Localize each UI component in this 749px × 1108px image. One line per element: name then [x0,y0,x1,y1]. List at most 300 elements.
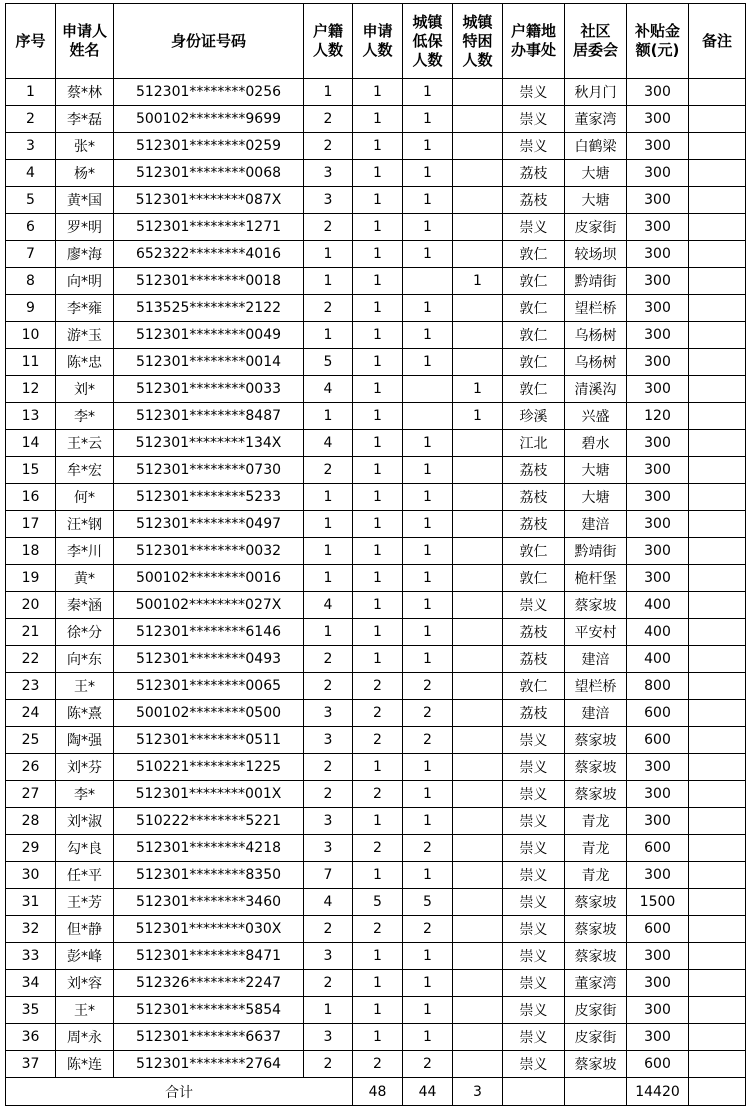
cell-office: 荔枝 [503,619,565,646]
header-household [304,4,353,79]
table-row [6,592,746,619]
cell-remark [689,889,746,916]
cell-community: 蔡家坡 [565,781,627,808]
cell-id-number: 512301********001X [114,781,304,808]
header-household-line: 人数 [312,41,343,59]
cell-community: 皮家街 [565,997,627,1024]
cell-community: 蔡家坡 [565,916,627,943]
cell-dibao-count: 1 [403,79,453,106]
table-row [6,511,746,538]
cell-household-count: 2 [304,646,353,673]
cell-amount: 300 [627,943,689,970]
cell-dibao-count: 1 [403,511,453,538]
cell-office: 崇义 [503,808,565,835]
cell-seq: 20 [6,592,56,619]
cell-amount: 300 [627,241,689,268]
cell-remark [689,565,746,592]
cell-dibao-count: 1 [403,349,453,376]
cell-office: 敦仁 [503,295,565,322]
cell-remark [689,268,746,295]
cell-amount: 300 [627,754,689,781]
cell-community: 蔡家坡 [565,727,627,754]
cell-office: 荔枝 [503,700,565,727]
cell-office: 崇义 [503,79,565,106]
cell-applicant-count: 1 [353,646,403,673]
header-name-line: 申请人 [61,22,107,40]
cell-tekun-count [453,916,503,943]
cell-office: 荔枝 [503,457,565,484]
cell-id-number: 500102********027X [114,592,304,619]
cell-name: 蔡*林 [56,79,114,106]
cell-community: 较场坝 [565,241,627,268]
cell-remark [689,781,746,808]
header-dibao-line: 城镇 [412,12,443,31]
cell-id-number: 500102********0500 [114,700,304,727]
cell-tekun-count [453,592,503,619]
header-name [56,4,114,79]
cell-dibao-count: 1 [403,592,453,619]
cell-community: 蔡家坡 [565,1051,627,1078]
cell-name: 但*静 [56,916,114,943]
cell-amount: 300 [627,538,689,565]
cell-office: 荔枝 [503,484,565,511]
cell-name: 李* [56,781,114,808]
cell-household-count: 3 [304,943,353,970]
cell-seq: 37 [6,1051,56,1078]
header-amount-line: 额(元) [635,41,680,59]
cell-community: 建涪 [565,700,627,727]
cell-office: 崇义 [503,997,565,1024]
cell-name: 周*永 [56,1024,114,1051]
cell-id-number: 512301********0065 [114,673,304,700]
cell-name: 王* [56,997,114,1024]
cell-seq: 19 [6,565,56,592]
cell-applicant-count: 1 [353,484,403,511]
cell-dibao-count: 1 [403,943,453,970]
cell-amount: 300 [627,997,689,1024]
cell-applicant-count: 1 [353,295,403,322]
cell-id-number: 512301********8350 [114,862,304,889]
cell-household-count: 5 [304,349,353,376]
cell-dibao-count: 1 [403,619,453,646]
cell-tekun-count [453,484,503,511]
cell-office: 崇义 [503,889,565,916]
cell-name: 罗*明 [56,214,114,241]
header-row [6,4,746,79]
cell-dibao-count: 1 [403,322,453,349]
cell-household-count: 3 [304,187,353,214]
table-row [6,295,746,322]
table-row [6,106,746,133]
cell-id-number: 512301********0049 [114,322,304,349]
cell-office: 敦仁 [503,673,565,700]
table-row [6,187,746,214]
cell-amount: 300 [627,1024,689,1051]
cell-seq: 21 [6,619,56,646]
table-header [6,4,746,79]
cell-seq: 28 [6,808,56,835]
cell-household-count: 1 [304,268,353,295]
cell-id-number: 512301********6637 [114,1024,304,1051]
table-row [6,403,746,430]
cell-remark [689,862,746,889]
total-community-empty [565,1078,627,1106]
cell-office: 崇义 [503,727,565,754]
cell-office: 崇义 [503,106,565,133]
cell-remark [689,970,746,997]
cell-community: 蔡家坡 [565,592,627,619]
cell-id-number: 512301********0493 [114,646,304,673]
cell-name: 刘* [56,376,114,403]
cell-seq: 13 [6,403,56,430]
header-name-line: 姓名 [69,41,100,59]
cell-applicant-count: 1 [353,511,403,538]
cell-tekun-count [453,133,503,160]
cell-office: 荔枝 [503,187,565,214]
cell-tekun-count [453,565,503,592]
cell-community: 建涪 [565,511,627,538]
cell-office: 荔枝 [503,160,565,187]
header-amount [627,4,689,79]
cell-remark [689,457,746,484]
cell-applicant-count: 1 [353,106,403,133]
cell-name: 徐*分 [56,619,114,646]
header-office [503,4,565,79]
cell-id-number: 512301********0018 [114,268,304,295]
cell-household-count: 1 [304,997,353,1024]
cell-household-count: 1 [304,403,353,430]
cell-amount: 300 [627,862,689,889]
cell-household-count: 1 [304,322,353,349]
cell-dibao-count: 5 [403,889,453,916]
cell-remark [689,916,746,943]
header-tekun-line: 人数 [462,50,493,69]
cell-id-number: 512326********2247 [114,970,304,997]
cell-community: 蔡家坡 [565,943,627,970]
cell-name: 黄*国 [56,187,114,214]
table-row [6,808,746,835]
cell-id-number: 512301********6146 [114,619,304,646]
cell-dibao-count: 1 [403,997,453,1024]
cell-amount: 300 [627,457,689,484]
cell-dibao-count: 2 [403,700,453,727]
table-row [6,835,746,862]
cell-remark [689,295,746,322]
cell-tekun-count [453,457,503,484]
cell-office: 敦仁 [503,322,565,349]
cell-community: 大塘 [565,187,627,214]
cell-applicant-count: 1 [353,565,403,592]
cell-applicant-count: 1 [353,79,403,106]
cell-household-count: 2 [304,295,353,322]
cell-applicant-count: 1 [353,1024,403,1051]
cell-seq: 24 [6,700,56,727]
cell-name: 杨* [56,160,114,187]
cell-dibao-count: 2 [403,673,453,700]
cell-applicant-count: 1 [353,214,403,241]
cell-office: 崇义 [503,916,565,943]
cell-seq: 6 [6,214,56,241]
cell-office: 荔枝 [503,511,565,538]
cell-tekun-count [453,754,503,781]
cell-community: 望栏桥 [565,295,627,322]
cell-community: 乌杨树 [565,322,627,349]
cell-dibao-count: 1 [403,241,453,268]
table-row [6,916,746,943]
cell-applicant-count: 1 [353,322,403,349]
cell-dibao-count: 2 [403,835,453,862]
table-row [6,268,746,295]
cell-seq: 2 [6,106,56,133]
cell-remark [689,646,746,673]
cell-household-count: 4 [304,376,353,403]
cell-remark [689,1051,746,1078]
cell-office: 敦仁 [503,376,565,403]
cell-tekun-count [453,619,503,646]
cell-amount: 400 [627,619,689,646]
table-row [6,619,746,646]
cell-household-count: 1 [304,79,353,106]
cell-seq: 9 [6,295,56,322]
table-row [6,79,746,106]
cell-name: 王*云 [56,430,114,457]
cell-dibao-count: 1 [403,214,453,241]
cell-name: 廖*海 [56,241,114,268]
cell-amount: 300 [627,484,689,511]
cell-name: 李*川 [56,538,114,565]
table-row [6,889,746,916]
cell-dibao-count: 1 [403,754,453,781]
cell-id-number: 512301********0032 [114,538,304,565]
cell-amount: 300 [627,133,689,160]
cell-remark [689,187,746,214]
cell-id-number: 512301********0497 [114,511,304,538]
cell-applicant-count: 1 [353,268,403,295]
cell-remark [689,538,746,565]
cell-community: 青龙 [565,835,627,862]
total-row [6,1078,746,1106]
header-community [565,4,627,79]
table-row [6,160,746,187]
table-row [6,565,746,592]
cell-remark [689,349,746,376]
header-office-line: 户籍地 [510,22,556,40]
cell-name: 汪*钢 [56,511,114,538]
table-row [6,214,746,241]
cell-household-count: 7 [304,862,353,889]
table-row [6,997,746,1024]
cell-tekun-count [453,943,503,970]
cell-applicant-count: 1 [353,403,403,430]
table-row [6,322,746,349]
cell-tekun-count [453,781,503,808]
cell-office: 敦仁 [503,538,565,565]
cell-remark [689,1024,746,1051]
cell-id-number: 512301********0256 [114,79,304,106]
cell-household-count: 2 [304,106,353,133]
cell-community: 皮家街 [565,1024,627,1051]
cell-dibao-count: 1 [403,970,453,997]
cell-tekun-count [453,295,503,322]
cell-household-count: 3 [304,160,353,187]
cell-seq: 29 [6,835,56,862]
cell-office: 崇义 [503,943,565,970]
cell-office: 崇义 [503,214,565,241]
cell-applicant-count: 1 [353,430,403,457]
cell-seq: 5 [6,187,56,214]
header-amount-line: 补贴金 [634,22,680,40]
cell-amount: 120 [627,403,689,430]
cell-amount: 400 [627,646,689,673]
cell-remark [689,160,746,187]
cell-remark [689,106,746,133]
cell-dibao-count [403,376,453,403]
cell-seq: 11 [6,349,56,376]
cell-applicant-count: 1 [353,808,403,835]
cell-community: 蔡家坡 [565,754,627,781]
cell-amount: 600 [627,1051,689,1078]
cell-seq: 26 [6,754,56,781]
cell-seq: 17 [6,511,56,538]
cell-community: 乌杨树 [565,349,627,376]
cell-household-count: 3 [304,1024,353,1051]
table-row [6,862,746,889]
cell-dibao-count: 1 [403,646,453,673]
table-row [6,754,746,781]
cell-amount: 300 [627,376,689,403]
cell-applicant-count: 2 [353,673,403,700]
cell-tekun-count [453,889,503,916]
cell-tekun-count [453,241,503,268]
cell-seq: 30 [6,862,56,889]
cell-remark [689,754,746,781]
cell-tekun-count: 1 [453,268,503,295]
cell-applicant-count: 1 [353,187,403,214]
cell-name: 陶*强 [56,727,114,754]
cell-id-number: 512301********0259 [114,133,304,160]
cell-id-number: 512301********0511 [114,727,304,754]
table-row [6,349,746,376]
header-remark [689,4,746,79]
cell-tekun-count [453,349,503,376]
cell-seq: 12 [6,376,56,403]
cell-tekun-count: 1 [453,403,503,430]
cell-tekun-count [453,835,503,862]
cell-seq: 16 [6,484,56,511]
cell-remark [689,619,746,646]
table-row [6,781,746,808]
cell-applicant-count: 1 [353,970,403,997]
cell-tekun-count [453,187,503,214]
cell-office: 崇义 [503,754,565,781]
total-tekun: 3 [453,1078,503,1106]
cell-community: 兴盛 [565,403,627,430]
header-community-line: 社区 [580,22,611,40]
cell-applicant-count: 1 [353,457,403,484]
cell-household-count: 4 [304,592,353,619]
cell-applicant-count: 2 [353,700,403,727]
cell-applicant-count: 1 [353,619,403,646]
total-label: 合计 [6,1078,353,1106]
cell-household-count: 3 [304,727,353,754]
table-row [6,484,746,511]
cell-remark [689,997,746,1024]
cell-tekun-count [453,538,503,565]
cell-household-count: 2 [304,214,353,241]
cell-seq: 33 [6,943,56,970]
cell-name: 秦*涵 [56,592,114,619]
cell-community: 黔靖街 [565,538,627,565]
cell-tekun-count [453,808,503,835]
table-row [6,538,746,565]
cell-dibao-count: 1 [403,538,453,565]
cell-name: 陈*忠 [56,349,114,376]
cell-remark [689,214,746,241]
cell-name: 王* [56,673,114,700]
cell-amount: 600 [627,727,689,754]
cell-id-number: 500102********0016 [114,565,304,592]
cell-amount: 1500 [627,889,689,916]
cell-community: 清溪沟 [565,376,627,403]
cell-dibao-count: 2 [403,1051,453,1078]
cell-seq: 8 [6,268,56,295]
cell-name: 牟*宏 [56,457,114,484]
cell-remark [689,592,746,619]
cell-applicant-count: 1 [353,997,403,1024]
cell-household-count: 1 [304,484,353,511]
cell-tekun-count [453,511,503,538]
header-dibao [403,4,453,79]
cell-name: 勾*良 [56,835,114,862]
cell-community: 平安村 [565,619,627,646]
cell-seq: 35 [6,997,56,1024]
cell-seq: 23 [6,673,56,700]
total-remark-empty [689,1078,746,1106]
cell-applicant-count: 1 [353,241,403,268]
table-row [6,133,746,160]
cell-remark [689,808,746,835]
cell-tekun-count [453,106,503,133]
cell-tekun-count [453,160,503,187]
cell-dibao-count: 1 [403,295,453,322]
cell-applicant-count: 1 [353,862,403,889]
cell-community: 黔靖街 [565,268,627,295]
cell-household-count: 1 [304,241,353,268]
cell-household-count: 2 [304,754,353,781]
header-applicants [353,4,403,79]
header-dibao-line: 低保 [412,31,443,50]
cell-household-count: 3 [304,808,353,835]
cell-dibao-count: 1 [403,1024,453,1051]
cell-name: 王*芳 [56,889,114,916]
cell-community: 碧水 [565,430,627,457]
cell-dibao-count: 1 [403,160,453,187]
cell-name: 陈*连 [56,1051,114,1078]
cell-dibao-count: 1 [403,862,453,889]
cell-seq: 14 [6,430,56,457]
cell-household-count: 4 [304,430,353,457]
cell-seq: 18 [6,538,56,565]
header-tekun-line: 城镇 [462,12,493,31]
cell-office: 荔枝 [503,646,565,673]
cell-remark [689,511,746,538]
cell-id-number: 512301********2764 [114,1051,304,1078]
header-household-line: 户籍 [312,22,343,40]
cell-household-count: 1 [304,538,353,565]
cell-name: 刘*芬 [56,754,114,781]
header-id-line: 身份证号码 [170,31,246,50]
cell-office: 敦仁 [503,565,565,592]
